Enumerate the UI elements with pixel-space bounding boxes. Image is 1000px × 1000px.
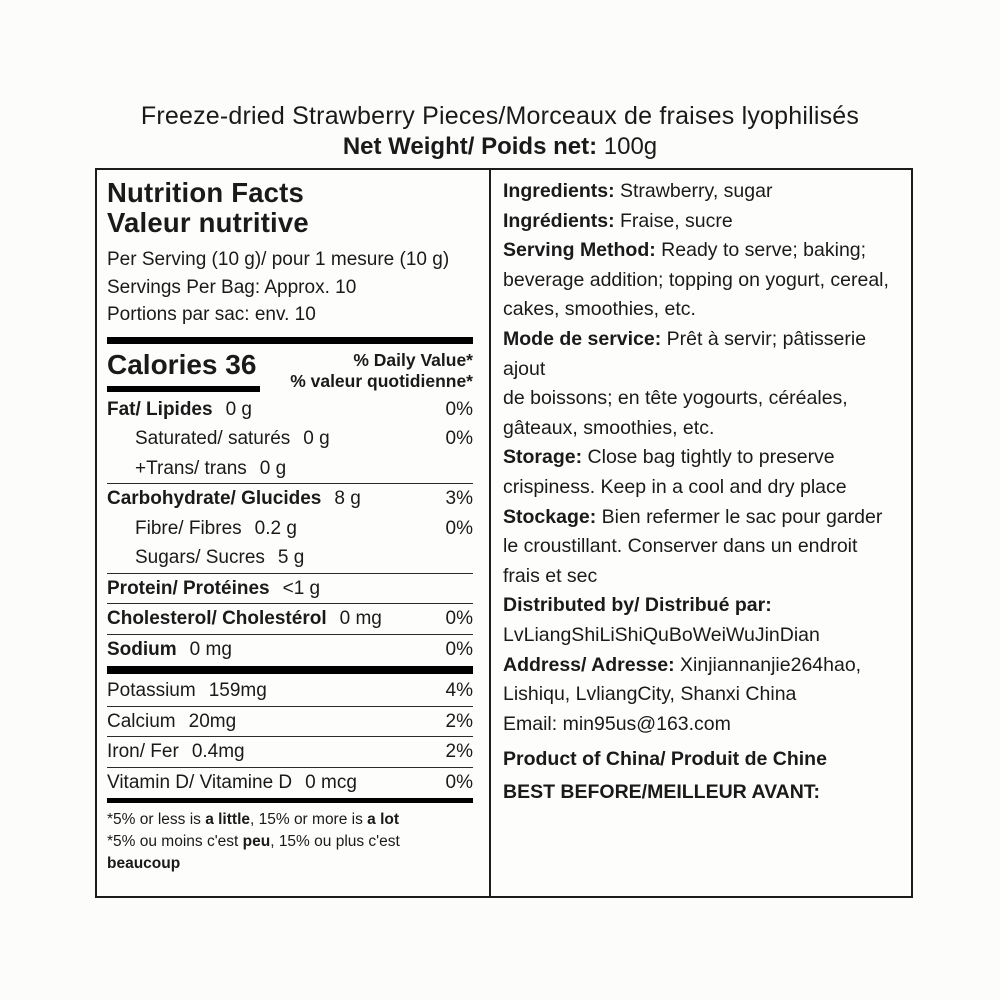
nutrient-amount: 0.2 g — [254, 517, 297, 539]
info-line-ingredients — [503, 177, 903, 207]
info-label: Serving Method: — [503, 239, 656, 262]
info-text: beverage addition; topping on yogurt, cereal, — [503, 268, 889, 291]
nutrient-label: Carbohydrate/ Glucides — [107, 488, 322, 509]
info-text: Close bag tightly to preserve — [582, 446, 835, 469]
nutrient-amount: 0 mcg — [305, 771, 357, 793]
info-line-product-of-china — [503, 745, 903, 775]
thick-separator-bar — [107, 666, 473, 674]
product-title-block — [0, 101, 1000, 162]
info-text: frais et sec — [503, 564, 598, 587]
info-line-email — [503, 710, 903, 740]
footnote-en — [107, 809, 473, 831]
panel-heading-en: Nutrition Facts — [107, 177, 305, 208]
nutrient-amount: 0 g — [259, 457, 287, 479]
nutrient-row-saturated — [107, 424, 473, 454]
nutrient-label: Calcium — [107, 710, 176, 732]
nutrient-label: Iron/ Fer — [107, 741, 179, 762]
nutrition-facts-panel — [97, 170, 491, 896]
nutrient-row-sugars — [107, 543, 473, 573]
info-label: Storage: — [503, 446, 583, 469]
info-text: Email: min95us@163.com — [503, 712, 731, 735]
info-label: Address/ Adresse: — [503, 653, 675, 676]
product-title: Freeze-dried Strawberry Pieces/Morceaux de fraises lyophilisés — [140, 102, 860, 130]
nutrient-row-trans — [107, 454, 473, 484]
nutrient-label: Protein/ Protéines — [107, 577, 270, 599]
info-line-distributor-name — [503, 621, 903, 651]
nutrient-row-vitamin-d — [107, 767, 473, 798]
nutrition-label-box — [95, 168, 913, 898]
info-text: Strawberry, sugar — [614, 180, 773, 202]
info-line — [503, 680, 903, 710]
nutrient-row-cholesterol — [107, 603, 473, 634]
nutrient-row-fibre — [107, 514, 473, 544]
thick-separator-bar — [107, 798, 473, 803]
footnote-text: , 15% ou plus c'est — [270, 833, 400, 850]
footnote-text: beaucoup — [107, 855, 181, 872]
info-line-mode-de-service — [503, 325, 903, 384]
info-line — [503, 384, 903, 414]
info-line-distributed-by — [503, 591, 903, 621]
nutrient-row-calcium — [107, 706, 473, 737]
footnote-text: , 15% or more is — [250, 811, 368, 828]
info-line-serving-method — [503, 236, 903, 266]
nutrient-label: Potassium — [107, 680, 196, 701]
daily-value-fr: % valeur quotidienne* — [290, 370, 473, 391]
info-label: BEST BEFORE/MEILLEUR AVANT: — [503, 780, 821, 803]
panel-heading-fr: Valeur nutritive — [107, 207, 309, 238]
nutrient-percent: 0% — [445, 428, 473, 449]
nutrient-amount: 5 g — [277, 547, 305, 568]
nutrient-label: Vitamin D/ Vitamine D — [107, 771, 293, 793]
nutrient-label: Fibre/ Fibres — [135, 517, 242, 539]
nutrient-label: +Trans/ trans — [135, 457, 247, 479]
nutrient-percent: 0% — [445, 398, 473, 420]
daily-value-header — [290, 349, 473, 392]
footnote-fr — [107, 831, 473, 875]
info-line — [503, 532, 903, 562]
nutrient-percent: 0% — [445, 608, 473, 629]
nutrient-row-iron — [107, 736, 473, 767]
info-text: de boissons; en tête yogourts, céréales, — [503, 387, 848, 410]
product-info-panel — [491, 170, 911, 896]
info-text: Bien refermer le sac pour garder — [596, 505, 883, 528]
nutrient-rows — [107, 395, 473, 804]
net-weight-line — [0, 131, 1000, 162]
info-label: Stockage: — [503, 505, 597, 528]
nutrient-amount: 8 g — [334, 488, 361, 509]
nutrient-percent: 0% — [445, 517, 473, 539]
serving-line: Servings Per Bag: Approx. 10 — [107, 276, 357, 298]
info-label: Distributed by/ Distribué par: — [503, 594, 772, 617]
nutrient-row-sodium — [107, 634, 473, 665]
thick-separator-bar — [107, 337, 473, 344]
nutrient-amount: <1 g — [282, 577, 321, 599]
net-weight-label: Net Weight/ Poids net: — [342, 133, 598, 160]
info-line-address — [503, 651, 903, 681]
info-line-ingredients-fr — [503, 207, 903, 237]
info-line — [503, 295, 903, 325]
nutrient-percent: 0% — [445, 638, 473, 660]
info-text: le croustillant. Conserver dans un endroit — [503, 535, 858, 558]
info-line — [503, 266, 903, 296]
nutrient-amount: 0 mg — [339, 608, 382, 629]
info-line — [503, 414, 903, 444]
footnote-text: peu — [242, 833, 271, 850]
info-text: gâteaux, smoothies, etc. — [503, 416, 715, 439]
nutrient-percent: 2% — [445, 710, 473, 732]
nutrient-row-protein — [107, 573, 473, 604]
info-text: Xinjiannanjie264hao, — [674, 653, 862, 676]
info-text: crispiness. Keep in a cool and dry place — [503, 475, 847, 498]
daily-value-en: % Daily Value* — [353, 349, 473, 370]
nutrient-label: Cholesterol/ Cholestérol — [107, 608, 327, 629]
nutrient-amount: 0 mg — [189, 638, 232, 660]
info-line-storage — [503, 443, 903, 473]
footnote-text: *5% or less is — [107, 811, 206, 828]
nutrient-amount: 0 g — [225, 398, 252, 420]
info-text: Lishiqu, LvliangCity, Shanxi China — [503, 683, 797, 706]
nutrient-percent: 4% — [445, 680, 473, 701]
serving-line: Per Serving (10 g)/ pour 1 mesure (10 g) — [107, 249, 450, 270]
nutrient-amount: 20mg — [188, 710, 237, 732]
info-text: cakes, smoothies, etc. — [503, 298, 696, 321]
nutrient-row-potassium — [107, 676, 473, 706]
nutrient-percent: 0% — [445, 771, 473, 793]
info-line-stockage — [503, 503, 903, 533]
footnote-text: a little — [205, 811, 250, 828]
nutrient-percent: 3% — [445, 488, 473, 509]
info-text: Prêt à servir; pâtisserie ajout — [503, 327, 867, 380]
net-weight-value: 100g — [597, 133, 658, 160]
info-text: Ready to serve; baking; — [655, 239, 867, 262]
info-line-best-before — [503, 778, 903, 808]
nutrient-label: Fat/ Lipides — [107, 398, 213, 420]
serving-line: Portions par sac: env. 10 — [107, 304, 316, 325]
nutrient-label: Saturated/ saturés — [135, 428, 291, 449]
nutrient-label: Sugars/ Sucres — [135, 547, 265, 568]
serving-info — [107, 246, 473, 329]
nutrient-amount: 0.4mg — [191, 741, 245, 762]
info-label: Product of China/ Produit de Chine — [503, 748, 827, 771]
nutrient-amount: 0 g — [303, 428, 330, 449]
nutrient-label: Sodium — [107, 638, 177, 660]
nutrient-percent: 2% — [445, 741, 473, 762]
nutrient-amount: 159mg — [208, 680, 267, 701]
info-label: Ingrédients: — [503, 209, 615, 232]
calories-header — [107, 349, 473, 392]
info-label: Mode de service: — [503, 327, 662, 350]
info-label: Ingredients: — [503, 180, 615, 202]
nutrient-row-fat — [107, 395, 473, 425]
calories-value: Calories 36 — [107, 349, 260, 392]
info-text: Fraise, sucre — [614, 209, 733, 232]
footnote-text: a lot — [367, 811, 400, 828]
info-line — [503, 473, 903, 503]
info-text: LvLiangShiLiShiQuBoWeiWuJinDian — [503, 623, 820, 646]
nutrient-row-carbohydrate — [107, 483, 473, 514]
footnote-text: *5% ou moins c'est — [107, 833, 243, 850]
info-line — [503, 562, 903, 592]
